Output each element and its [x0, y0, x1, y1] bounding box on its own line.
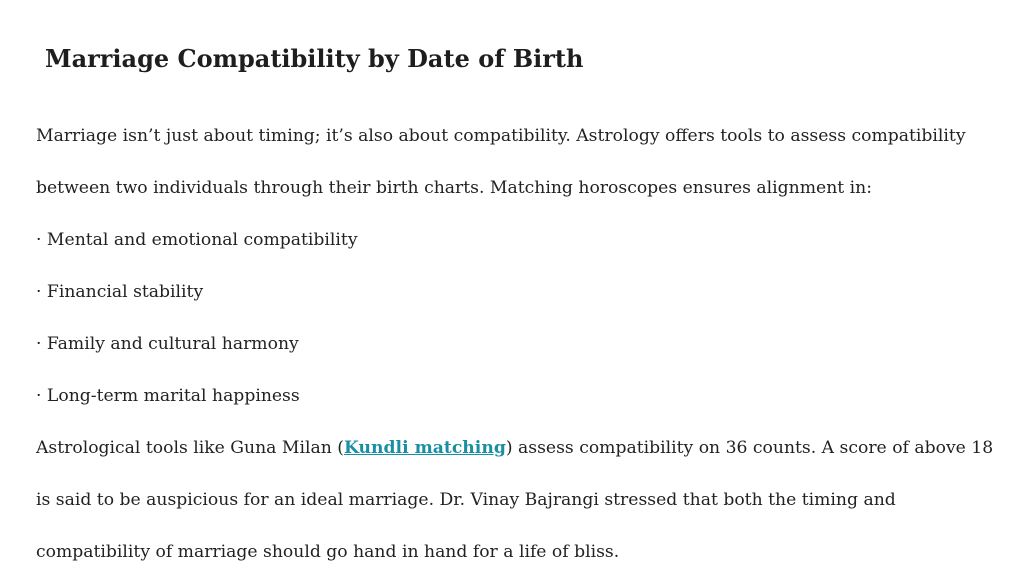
kundli-matching-link[interactable]: Kundli matching: [343, 438, 506, 458]
paragraph-2-line-3: compatibility of marriage should go hand in hand for a life of bliss.: [36, 542, 620, 562]
paragraph-2-line-1: [36, 436, 993, 460]
bullet-family-cultural: · Family and cultural harmony: [36, 334, 299, 354]
bullet-mental-emotional: · Mental and emotional compatibility: [36, 230, 358, 250]
paragraph-2-after-link: ) assess compatibility on 36 counts. A score of above 18: [505, 438, 994, 458]
intro-line-2: between two individuals through their birth charts. Matching horoscopes ensures alignment in:: [36, 178, 873, 198]
paragraph-2-before-link: Astrological tools like Guna Milan (: [36, 438, 344, 458]
page-title: Marriage Compatibility by Date of Birth: [45, 44, 584, 73]
intro-line-1: Marriage isn’t just about timing; it’s also about compatibility. Astrology offers tools to assess compatibility: [36, 126, 966, 146]
bullet-financial-stability: · Financial stability: [36, 282, 204, 302]
paragraph-2-line-2: is said to be auspicious for an ideal marriage. Dr. Vinay Bajrangi stressed that both the timing and: [36, 490, 896, 510]
bullet-long-term-happiness: · Long-term marital happiness: [36, 386, 300, 406]
